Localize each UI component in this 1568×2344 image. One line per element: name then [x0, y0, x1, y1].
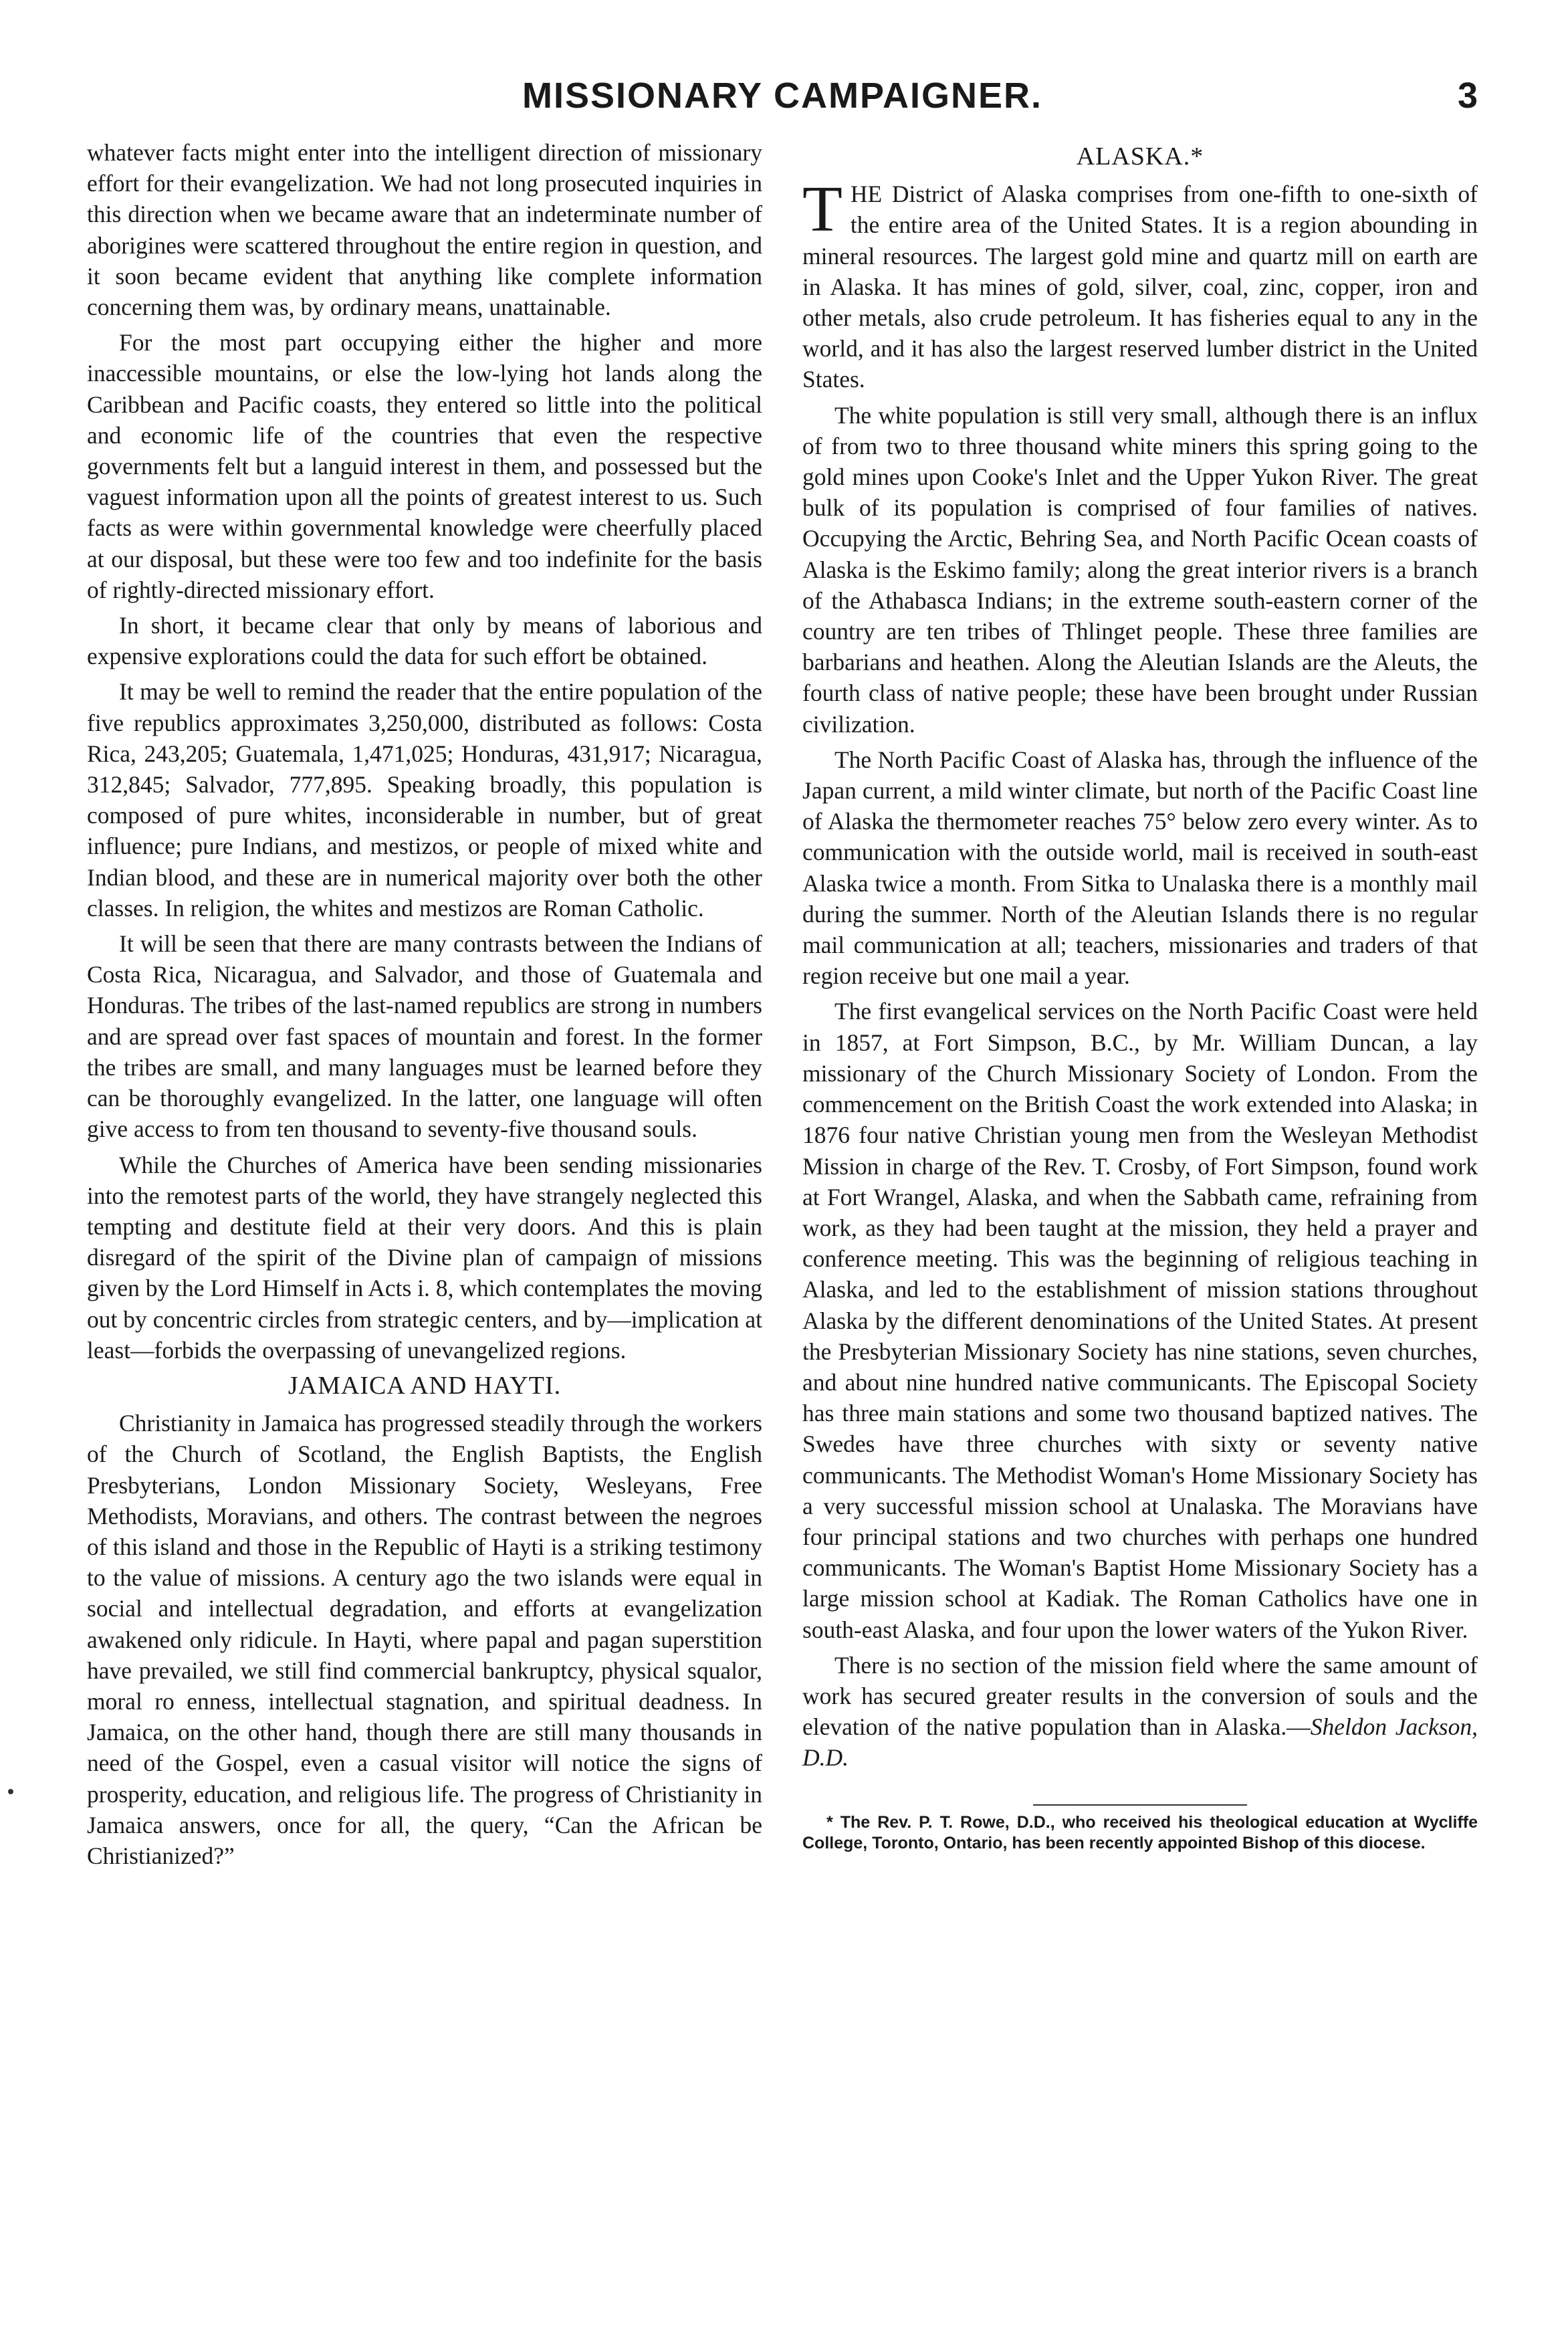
paragraph-text: There is no section of the mission field where the same amount of work has secured greater results in the conversion of souls and the elevation of the native population than in Alaska.—	[802, 1651, 1478, 1741]
footnote-divider	[1033, 1804, 1247, 1806]
paragraph	[802, 173, 1478, 395]
paragraph: The white population is still very small, although there is an influx of from two to three thousand white miners this spring going to the gold mines upon Cooke's Inlet and the Upper Yukon River. The great bulk of its population is comprised of four families of natives. Occupying the Arctic, Behring Sea, and North Pacific Ocean coasts of Alaska is the Eskimo family; along the great interior rivers is a branch of the Athabasca Indians; in the extreme south-eastern corner of the country are ten tribes of Thlinget people. These three families are barbarians and heathen. Along the Aleutian Islands are the Aleuts, the fourth class of native people; these have been brought under Russian civilization.	[802, 401, 1478, 738]
author-signature: Sheldon Jackson, D.D.	[802, 1713, 1478, 1772]
drop-cap: T	[802, 173, 843, 246]
paragraph	[802, 1650, 1478, 1774]
page-number: 3	[1457, 76, 1478, 116]
paragraph: While the Churches of America have been sending missionaries into the remotest parts of the world, they have strangely neglected this tempting and destitute field at their very doors. And this is plain disregard of the spirit of the Divine plan of campaign of missions given by the Lord Himself in Acts i. 8, which contemplates the moving out by concentric circles from strategic centers, and by—implication at least—forbids the overpassing of unevangelized regions.	[87, 1151, 762, 1364]
paragraph: For the most part occupying either the higher and more inaccessible mountains, or else the low-lying hot lands along the Caribbean and Pacific coasts, they entered so little into the political and economic life of the countries that even the respective governments felt but a languid interest in them, and possessed but the vaguest information upon all the points of greatest interest to us. Such facts as were within governmental knowledge were cheerfully placed at our disposal, but these were too few and too indefinite for the basis of rightly-directed missionary effort.	[87, 329, 762, 603]
page-header	[87, 75, 1478, 128]
section-title-alaska: ALASKA.*	[1076, 142, 1204, 171]
paragraph: It may be well to remind the reader that the entire population of the five republics approximates 3,250,000, distributed as follows: Costa Rica, 243,205; Guatemala, 1,471,025; Honduras, 431,917; Nicaragua, 312,845; Salvador, 777,895. Speaking broadly, this population is composed of pure whites, inconsiderable in number, but of great influence; pure Indians, and mestizos, or people of mixed white and Indian blood, and these are in numerical majority over both the other classes. In religion, the whites and mestizos are Roman Catholic.	[87, 678, 762, 922]
right-column	[802, 137, 1478, 1854]
left-column	[87, 137, 762, 1876]
paragraph: It will be seen that there are many contrasts between the Indians of Costa Rica, Nicaragua, and Salvador, and those of Guatemala and Honduras. The tribes of the last-named republics are strong in numbers and are spread over fast spaces of mountain and forest. In the former the tribes are small, and many languages must be learned before they can be thoroughly evangelized. In the latter, one language will often give access to from ten thousand to seventy-five thousand souls.	[87, 930, 762, 1143]
paragraph: In short, it became clear that only by means of laborious and expensive explorations could the data for such effort be obtained.	[87, 612, 762, 670]
paragraph: whatever facts might enter into the intelligent direction of missionary effort for their evangelization. We had not long prosecuted inquiries in this direction when we became aware that an indeterminate number of aborigines were scattered throughout the entire region in question, and it soon became evident that anything like complete information concerning them was, by ordinary means, unattainable.	[87, 139, 762, 321]
footnote: * The Rev. P. T. Rowe, D.D., who received his theological education at Wycliffe College, Toronto, Ontario, has been recently appointed Bishop of this diocese.	[802, 1812, 1478, 1852]
paragraph-text: HE District of Alaska comprises from one-fifth to one-sixth of the entire area of the United States. It is a region abounding in mineral resources. The largest gold mine and quartz mill on earth are in Alaska. It has mines of gold, silver, coal, zinc, copper, iron and other metals, also crude petroleum. It has fisheries equal to any in the world, and it has also the largest reserved lumber district in the United States.	[802, 181, 1478, 393]
margin-dot	[8, 1789, 13, 1794]
paragraph: The North Pacific Coast of Alaska has, through the influence of the Japan current, a mild winter climate, but north of the Pacific Coast line of Alaska the thermometer reaches 75° below zero every winter. As to communication with the outside world, mail is received in south-east Alaska twice a month. From Sitka to Unalaska there is a monthly mail during the summer. North of the Aleutian Islands there is no regular mail communication at all; teachers, missionaries and traders of that region receive but one mail a year.	[802, 746, 1478, 990]
section-title-jamaica: JAMAICA AND HAYTI.	[288, 1371, 562, 1400]
paragraph: Christianity in Jamaica has progressed steadily through the workers of the Church of Scotland, the English Baptists, the English Presbyterians, London Missionary Society, Wesleyans, Free Methodists, Moravians, and others. The contrast between the negroes of this island and those in the Republic of Hayti is a striking testimony to the value of missions. A century ago the two islands were equal in social and intellectual degradation, and efforts at evangelization awakened only ridicule. In Hayti, where papal and pagan superstition have prevailed, we still find commercial bankruptcy, physical squalor, moral ro enness, intellectual stagnation, and spiritual deadness. In Jamaica, on the other hand, though there are still many thousands in need of the Gospel, even a casual visitor will notice the signs of prosperity, education, and religious life. The progress of Christianity in Jamaica answers, once for all, the query, “Can the African be Christianized?”	[87, 1410, 762, 1869]
running-title: MISSIONARY CAMPAIGNER.	[522, 76, 1043, 116]
paragraph: The first evangelical services on the North Pacific Coast were held in 1857, at Fort Simpson, B.C., by Mr. William Duncan, a lay missionary of the Church Missionary Society of London. From the commencement on the British Coast the work extended into Alaska; in 1876 four native Christian young men from the Wesleyan Methodist Mission in charge of the Rev. T. Crosby, of Fort Simpson, found work at Fort Wrangel, Alaska, and when the Sabbath came, refraining from work, as they had been taught at the mission, they held a prayer and conference meeting. This was the beginning of religious teaching in Alaska, and led to the establishment of mission stations throughout Alaska by the different denominations of the United States. At present the Presbyterian Missionary Society has nine stations, seven churches, and about nine hundred native communicants. The Episcopal Society has three main stations and some two thousand baptized natives. The Swedes have three churches with sixty or seventy native communicants. The Methodist Woman's Home Missionary Society has a very successful mission school at Unalaska. The Moravians have four principal stations and two churches with perhaps one hundred communicants. The Woman's Baptist Home Missionary Society has a large mission school at Kadiak. The Roman Catholics have one in south-east Alaska, and four upon the lower waters of the Yukon River.	[802, 998, 1478, 1643]
